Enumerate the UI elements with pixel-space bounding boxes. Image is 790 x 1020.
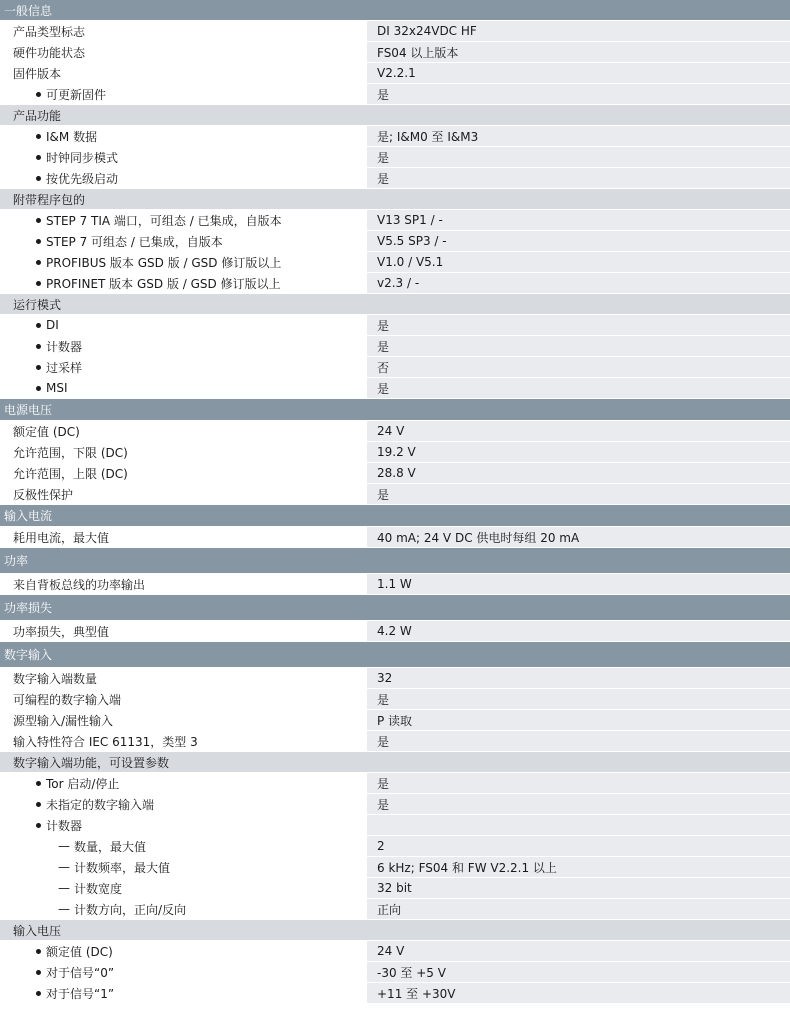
row-value: 是 [357,378,790,398]
spec-row [0,252,790,273]
row-label-text: 允许范围，上限 (DC) [13,466,128,481]
row-value: V13 SP1 / - [357,210,790,230]
row-value: 是 [357,315,790,335]
row-value: 28.8 V [357,463,790,483]
bullet-icon [36,823,41,828]
bullet-icon [36,365,41,370]
row-label-text: 运行模式 [13,297,62,312]
row-value [357,294,790,314]
row-label-text: 功率损失，典型值 [13,624,110,639]
row-value: 是 [357,794,790,814]
spec-row [0,21,790,42]
row-value: 2 [357,836,790,856]
row-label [0,548,357,573]
row-label [0,941,357,961]
row-label-text: 对于信号“1” [46,986,115,1001]
row-label-text: 数字输入端功能，可设置参数 [13,755,170,770]
row-label [0,210,357,230]
bullet-icon [36,134,41,139]
spec-row [0,315,790,336]
row-value: 是 [357,689,790,709]
spec-row [0,773,790,794]
row-label-text: 输入电流 [4,509,53,523]
spec-row [0,357,790,378]
bullet-icon [36,386,41,391]
row-value: 32 bit [357,878,790,898]
row-label-text: 计数器 [46,818,83,833]
row-label [0,773,357,793]
row-label-text: 未指定的数字输入端 [46,797,155,812]
row-value: 是; I&M0 至 I&M3 [357,126,790,146]
row-label-text: 可更新固件 [46,87,107,102]
row-value [357,105,790,125]
row-value [357,752,790,772]
spec-row [0,527,790,548]
spec-row [0,42,790,63]
row-label [0,336,357,356]
spec-row [0,836,790,857]
row-value: 是 [357,773,790,793]
spec-row [0,574,790,595]
row-label-text: 计数频率，最大值 [74,860,171,875]
spec-row [0,983,790,1004]
spec-row [0,126,790,147]
spec-row [0,378,790,399]
row-label [0,463,357,483]
row-label [0,574,357,594]
row-value: V1.0 / V5.1 [357,252,790,272]
row-label [0,815,357,835]
row-label [0,42,357,62]
row-value [357,920,790,940]
row-label [0,84,357,104]
row-value: 32 [357,668,790,688]
row-label [0,878,357,898]
row-label-text: 数字输入端数量 [13,671,98,686]
row-label [0,252,357,272]
row-label [0,147,357,167]
bullet-icon [36,991,41,996]
bullet-icon [36,176,41,181]
section-header [0,399,790,421]
row-value [357,815,790,835]
row-label-text: 反极性保护 [13,487,74,502]
row-label-text: 对于信号“0” [46,965,115,980]
spec-row [0,273,790,294]
row-label [0,231,357,251]
row-value [357,0,790,20]
row-label [0,357,357,377]
bullet-icon [36,218,41,223]
row-label-text: 计数宽度 [74,881,123,896]
row-value: 1.1 W [357,574,790,594]
row-label-text: I&M 数据 [46,129,98,144]
row-label-text: 计数方向，正向/反向 [74,902,187,917]
bullet-icon [36,155,41,160]
spec-row [0,710,790,731]
row-label [0,899,357,919]
subsection-header [0,920,790,941]
row-value: 否 [357,357,790,377]
row-label [0,962,357,982]
spec-row [0,147,790,168]
row-label [0,621,357,641]
row-value: 是 [357,147,790,167]
row-label [0,189,357,209]
row-label [0,920,357,940]
row-value: 24 V [357,421,790,441]
row-label [0,642,357,667]
spec-row [0,689,790,710]
row-label [0,484,357,504]
section-header [0,505,790,527]
row-label-text: 功率 [4,554,29,568]
spec-row [0,794,790,815]
row-label [0,983,357,1003]
subsection-header [0,105,790,126]
row-label-text: 来自背板总线的功率输出 [13,577,146,592]
row-label-text: 附带程序包的 [13,192,86,207]
row-label-text: 固件版本 [13,66,62,81]
row-value: +11 至 +30V [357,983,790,1003]
row-label [0,689,357,709]
section-header [0,595,790,621]
row-label-text: STEP 7 可组态 / 已集成，自版本 [46,234,223,249]
spec-row [0,731,790,752]
spec-row [0,336,790,357]
row-label [0,273,357,293]
row-value [357,548,790,573]
row-label-text: PROFINET 版本 GSD 版 / GSD 修订版以上 [46,276,281,291]
row-label-text: 可编程的数字输入端 [13,692,122,707]
section-header [0,548,790,574]
row-value: 24 V [357,941,790,961]
spec-row [0,815,790,836]
row-value: DI 32x24VDC HF [357,21,790,41]
row-label-text: DI [46,318,59,332]
row-value: 是 [357,731,790,751]
row-label [0,378,357,398]
row-label [0,399,357,420]
row-label [0,168,357,188]
row-label [0,126,357,146]
row-value: 是 [357,484,790,504]
bullet-icon [36,344,41,349]
bullet-icon [36,970,41,975]
row-value [357,595,790,620]
row-value: P 读取 [357,710,790,730]
spec-row [0,84,790,105]
section-header [0,642,790,668]
row-label [0,21,357,41]
row-value: 是 [357,84,790,104]
spec-row [0,857,790,878]
subsection-header [0,189,790,210]
row-label [0,421,357,441]
spec-row [0,168,790,189]
bullet-icon [36,781,41,786]
row-label-text: MSI [46,381,68,395]
row-label [0,505,357,526]
row-label-text: 允许范围，下限 (DC) [13,445,128,460]
row-label-text: 额定值 (DC) [46,944,113,959]
row-value [357,399,790,420]
row-label-text: 耗用电流，最大值 [13,530,110,545]
row-label-text: 产品类型标志 [13,24,86,39]
row-value [357,189,790,209]
dash-icon: — [58,860,70,874]
spec-row [0,231,790,252]
subsection-header [0,752,790,773]
row-value: 正向 [357,899,790,919]
row-label-text: 输入电压 [13,923,62,938]
bullet-icon [36,239,41,244]
spec-row [0,962,790,983]
bullet-icon [36,802,41,807]
row-label-text: 数字输入 [4,648,53,662]
row-label [0,315,357,335]
row-label [0,442,357,462]
row-label [0,595,357,620]
section-header [0,0,790,21]
row-label-text: 过采样 [46,360,83,375]
row-value: -30 至 +5 V [357,962,790,982]
row-label [0,294,357,314]
row-label-text: 按优先级启动 [46,171,119,186]
row-label [0,527,357,547]
row-label-text: 计数器 [46,339,83,354]
spec-row [0,442,790,463]
row-label-text: 源型输入/漏性输入 [13,713,114,728]
row-label [0,668,357,688]
row-label [0,857,357,877]
dash-icon: — [58,839,70,853]
row-value: 19.2 V [357,442,790,462]
row-label-text: 硬件功能状态 [13,45,86,60]
row-label [0,731,357,751]
row-value [357,642,790,667]
bullet-icon [36,949,41,954]
spec-row [0,899,790,920]
spec-row [0,210,790,231]
row-label-text: STEP 7 TIA 端口，可组态 / 已集成，自版本 [46,213,282,228]
row-label-text: 产品功能 [13,108,62,123]
row-label-text: PROFIBUS 版本 GSD 版 / GSD 修订版以上 [46,255,282,270]
spec-row [0,621,790,642]
bullet-icon [36,281,41,286]
spec-row [0,484,790,505]
spec-row [0,941,790,962]
row-value: 6 kHz; FS04 和 FW V2.2.1 以上 [357,857,790,877]
row-value [357,505,790,526]
bullet-icon [36,260,41,265]
row-label-text: 一般信息 [4,3,53,18]
row-label-text: 电源电压 [4,403,53,417]
row-value: 40 mA; 24 V DC 供电时每组 20 mA [357,527,790,547]
row-label [0,63,357,83]
row-label [0,752,357,772]
row-label-text: Tor 启动/停止 [46,776,120,791]
row-label-text: 数量，最大值 [74,839,147,854]
row-label [0,794,357,814]
row-value: FS04 以上版本 [357,42,790,62]
spec-row [0,463,790,484]
spec-row [0,878,790,899]
dash-icon: — [58,902,70,916]
row-value: V5.5 SP3 / - [357,231,790,251]
row-label-text: 输入特性符合 IEC 61131，类型 3 [13,734,198,749]
spec-row [0,63,790,84]
bullet-icon [36,92,41,97]
subsection-header [0,294,790,315]
row-value: V2.2.1 [357,63,790,83]
row-label-text: 时钟同步模式 [46,150,119,165]
row-label [0,836,357,856]
dash-icon: — [58,881,70,895]
bullet-icon [36,323,41,328]
spec-row [0,668,790,689]
row-label [0,710,357,730]
row-value: 是 [357,336,790,356]
row-label-text: 额定值 (DC) [13,424,80,439]
row-label [0,105,357,125]
row-label [0,0,357,20]
spec-row [0,421,790,442]
row-value: 是 [357,168,790,188]
row-value: 4.2 W [357,621,790,641]
row-value: v2.3 / - [357,273,790,293]
row-label-text: 功率损失 [4,601,53,615]
